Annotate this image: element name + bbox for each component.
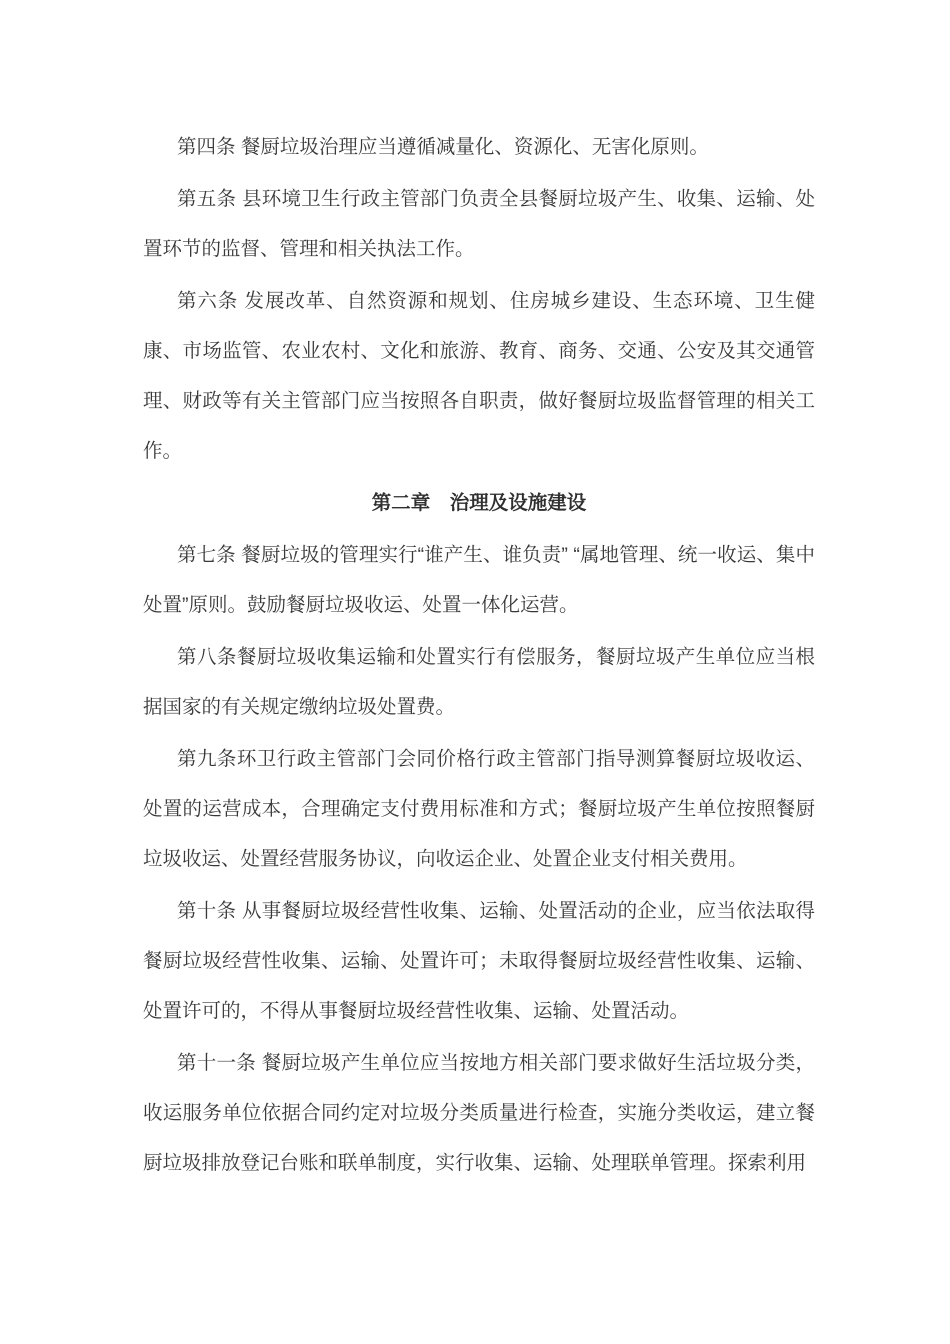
chapter-2-heading: 第二章 治理及设施建设 xyxy=(371,492,587,514)
paragraph-article-10: 第十条 从事餐厨垃圾经营性收集、运输、处置活动的企业，应当依法取得餐厨垃圾经营性收集、运输、处置许可；未取得餐厨垃圾经营性收集、运输、处置许可的，不得从事餐厨垃圾经营性收集、运输、处置活动。 xyxy=(143,900,815,1022)
paragraph-article-7: 第七条 餐厨垃圾的管理实行“谁产生、谁负责” “属地管理、统一收运、集中处置”原则。鼓励餐厨垃圾收运、处置一体化运营。 xyxy=(143,544,815,616)
paragraph-article-11: 第十一条 餐厨垃圾产生单位应当按地方相关部门要求做好生活垃圾分类，收运服务单位依据合同约定对垃圾分类质量进行检查，实施分类收运，建立餐厨垃圾排放登记台账和联单制度，实行收集、运输、处理联单管理。探索利用 xyxy=(143,1052,815,1174)
paragraph-article-4: 第四条 餐厨垃圾治理应当遵循减量化、资源化、无害化原则。 xyxy=(177,136,709,158)
paragraph-article-8: 第八条餐厨垃圾收集运输和处置实行有偿服务，餐厨垃圾产生单位应当根据国家的有关规定缴纳垃圾处置费。 xyxy=(143,646,815,718)
document-content xyxy=(143,122,815,1190)
paragraph-article-9: 第九条环卫行政主管部门会同价格行政主管部门指导测算餐厨垃圾收运、处置的运营成本，合理确定支付费用标准和方式；餐厨垃圾产生单位按照餐厨垃圾收运、处置经营服务协议，向收运企业、处置企业支付相关费用。 xyxy=(143,748,815,870)
paragraph-article-5: 第五条 县环境卫生行政主管部门负责全县餐厨垃圾产生、收集、运输、处置环节的监督、管理和相关执法工作。 xyxy=(143,188,815,260)
paragraph-article-6: 第六条 发展改革、自然资源和规划、住房城乡建设、生态环境、卫生健康、市场监管、农业农村、文化和旅游、教育、商务、交通、公安及其交通管理、财政等有关主管部门应当按照各自职责，做好餐厨垃圾监督管理的相关工作。 xyxy=(143,290,815,462)
